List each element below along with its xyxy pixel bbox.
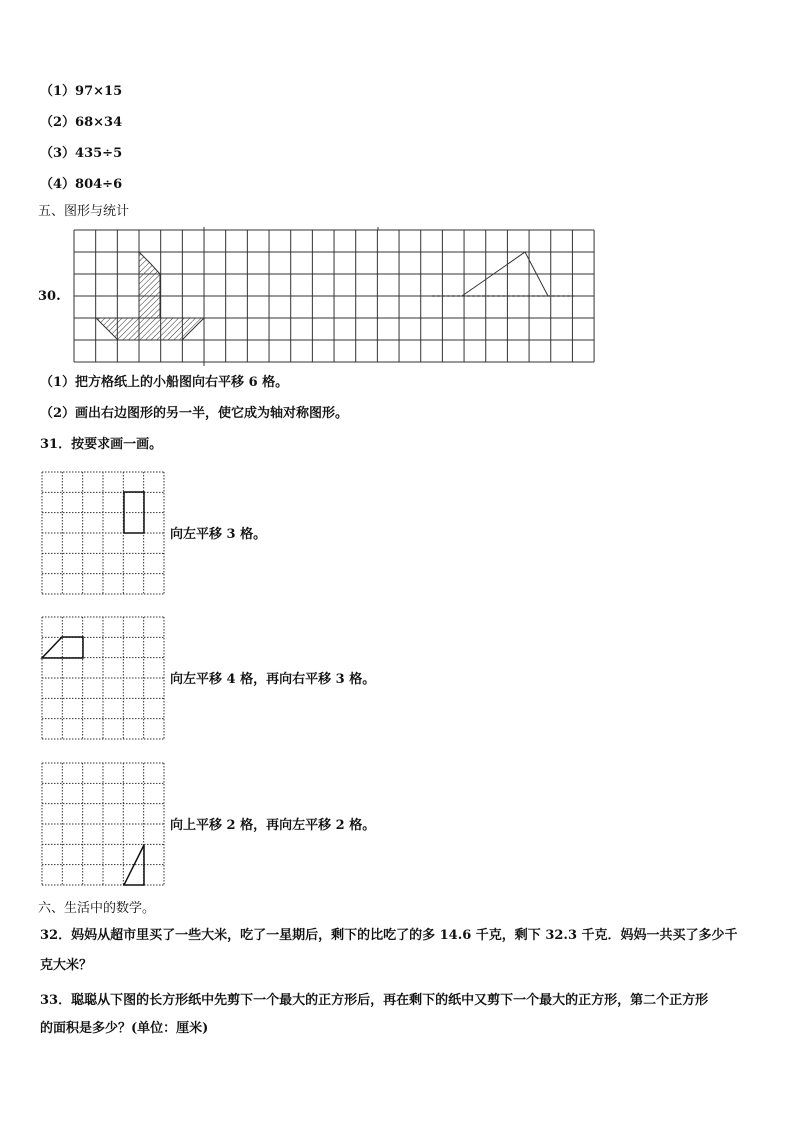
q31-instruction-2: 向左平移 4 格，再向右平移 3 格。 — [170, 672, 376, 687]
q32-line-1: 32．妈妈从超市里买了一些大米，吃了一星期后，剩下的比吃了的多 14.6 千克，剩下 32.3 千克．妈妈一共买了多少千 — [40, 928, 738, 943]
q33-line-1: 33．聪聪从下图的长方形纸中先剪下一个最大的正方形后，再在剩下的纸中又剪下一个最大的正方形，第二个正方形 — [40, 993, 709, 1008]
calc-item-3: （3）435÷5 — [40, 146, 123, 161]
section-6-title: 六、生活中的数学。 — [38, 901, 156, 916]
boat-sail — [139, 252, 160, 318]
calc-item-2: （2）68×34 — [40, 115, 123, 130]
q30-grid — [74, 230, 594, 362]
q30-number: 30. — [38, 289, 61, 304]
section-5-title: 五、图形与统计 — [38, 204, 130, 219]
q31-grid-2 — [42, 617, 164, 739]
q33-line-2: 的面积是多少？(单位：厘米) — [40, 1021, 209, 1036]
q31-grid-1 — [42, 472, 164, 594]
q31-grid-3 — [42, 763, 164, 885]
calc-item-1: （1）97×15 — [40, 84, 123, 99]
q31-title: 31．按要求画一画。 — [40, 437, 163, 452]
q31-instruction-3: 向上平移 2 格，再向左平移 2 格。 — [170, 818, 376, 833]
boat-hull — [96, 318, 204, 340]
q32-line-2: 克大米？ — [40, 958, 93, 973]
q30-item-2: （2）画出右边图形的另一半，使它成为轴对称图形。 — [40, 406, 349, 421]
q30-item-1: （1）把方格纸上的小船图向右平移 6 格。 — [40, 375, 289, 390]
q31-instruction-1: 向左平移 3 格。 — [170, 527, 267, 542]
calc-item-4: （4）804÷6 — [40, 177, 123, 192]
